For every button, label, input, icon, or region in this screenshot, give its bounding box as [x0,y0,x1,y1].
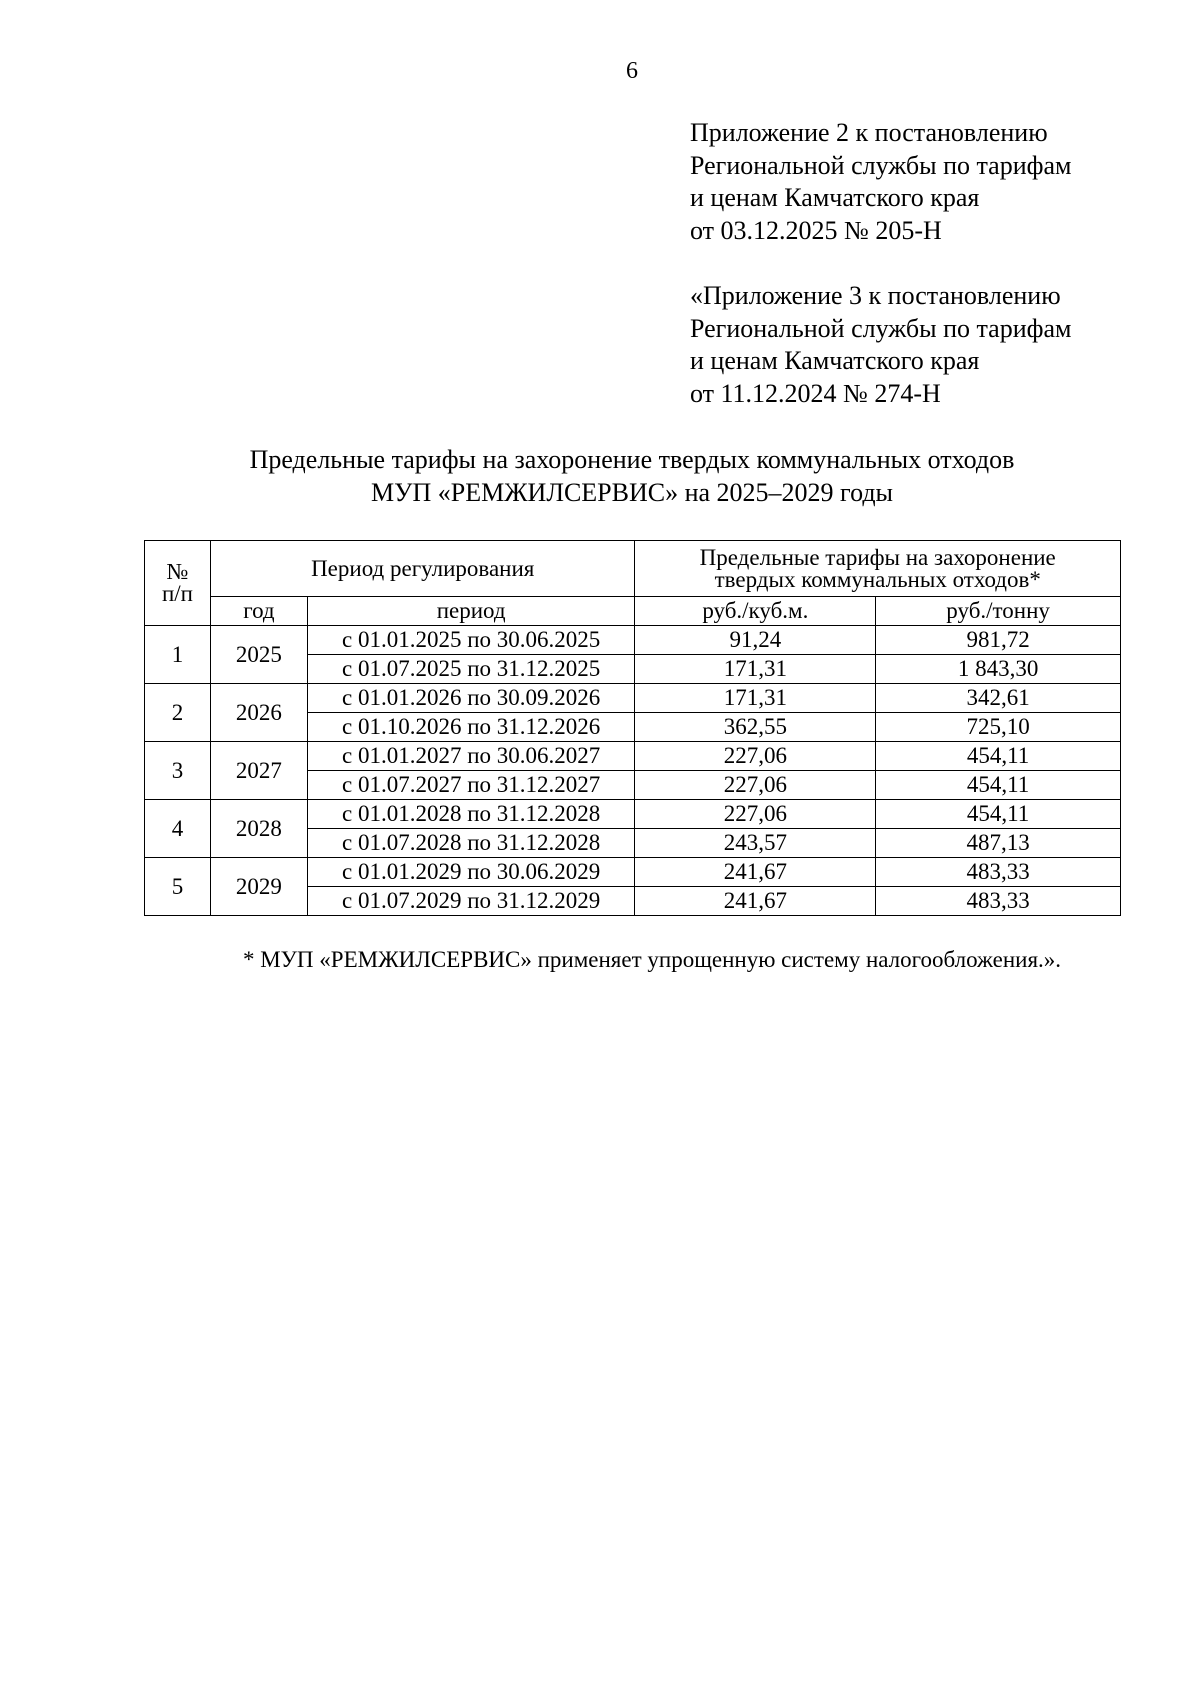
cell-period: с 01.01.2029 по 30.06.2029 [307,858,635,887]
amended-appendix-header [690,280,1071,411]
table-row [145,800,1121,829]
cell-period: с 01.01.2028 по 31.12.2028 [307,800,635,829]
appendix-line: Региональной службы по тарифам [690,150,1072,180]
cell-num: 1 [145,626,211,684]
title-line: МУП «РЕМЖИЛСЕРВИС» на 2025–2029 годы [370,478,894,507]
cell-per-m3: 171,31 [635,684,876,713]
cell-year: 2025 [210,626,307,684]
table-row [145,858,1121,887]
cell-per-ton: 1 843,30 [876,655,1121,684]
cell-year: 2028 [210,800,307,858]
appendix-line: и ценам Камчатского края [690,183,980,213]
document-title [0,443,1200,509]
cell-period: с 01.07.2025 по 31.12.2025 [307,655,635,684]
header-year: год [210,597,307,626]
cell-per-m3: 227,06 [635,771,876,800]
appendix-line: «Приложение 3 к постановлению [690,281,1061,310]
appendix-line: от 03.12.2025 № 205-Н [690,216,942,246]
appendix-line: Приложение 2 к постановлению [690,118,1048,147]
table-row [145,742,1121,771]
title-line: Предельные тарифы на захоронение твердых коммунальных отходов [249,445,1015,474]
header-per-m3: руб./куб.м. [635,597,876,626]
cell-per-ton: 454,11 [876,742,1121,771]
cell-per-ton: 454,11 [876,800,1121,829]
cell-per-m3: 171,31 [635,655,876,684]
cell-per-m3: 227,06 [635,742,876,771]
cell-per-m3: 241,67 [635,858,876,887]
header-tariff-group: Предельные тарифы на захоронение твердых коммунальных отходов* [635,541,1121,597]
cell-per-m3: 243,57 [635,829,876,858]
footnote: * МУП «РЕМЖИЛСЕРВИС» применяет упрощенную систему налогообложения.». [242,947,1062,972]
header-per-ton: руб./тонну [876,597,1121,626]
cell-num: 3 [145,742,211,800]
appendix-header [690,117,1071,248]
cell-per-ton: 483,33 [876,887,1121,916]
table-row [145,684,1121,713]
cell-year: 2026 [210,684,307,742]
header-period-group: Период регулирования [210,541,634,597]
cell-period: с 01.01.2025 по 30.06.2025 [307,626,635,655]
cell-per-m3: 362,55 [635,713,876,742]
cell-per-ton: 981,72 [876,626,1121,655]
cell-period: с 01.01.2027 по 30.06.2027 [307,742,635,771]
cell-num: 4 [145,800,211,858]
cell-per-m3: 91,24 [635,626,876,655]
cell-per-m3: 227,06 [635,800,876,829]
header-period: период [307,597,635,626]
cell-per-ton: 454,11 [876,771,1121,800]
cell-year: 2029 [210,858,307,916]
cell-per-ton: 342,61 [876,684,1121,713]
page-number: 6 [626,58,638,84]
cell-period: с 01.07.2029 по 31.12.2029 [307,887,635,916]
cell-per-m3: 241,67 [635,887,876,916]
appendix-line: от 11.12.2024 № 274-Н [690,379,941,409]
cell-per-ton: 725,10 [876,713,1121,742]
cell-num: 2 [145,684,211,742]
appendix-line: Региональной службы по тарифам [690,313,1072,343]
cell-period: с 01.10.2026 по 31.12.2026 [307,713,635,742]
cell-year: 2027 [210,742,307,800]
cell-num: 5 [145,858,211,916]
table-row [145,626,1121,655]
cell-period: с 01.07.2028 по 31.12.2028 [307,829,635,858]
tariff-table [144,540,1121,916]
cell-period: с 01.01.2026 по 30.09.2026 [307,684,635,713]
cell-period: с 01.07.2027 по 31.12.2027 [307,771,635,800]
appendix-line: и ценам Камчатского края [690,346,980,376]
header-num: № п/п [145,541,211,626]
cell-per-ton: 487,13 [876,829,1121,858]
cell-per-ton: 483,33 [876,858,1121,887]
